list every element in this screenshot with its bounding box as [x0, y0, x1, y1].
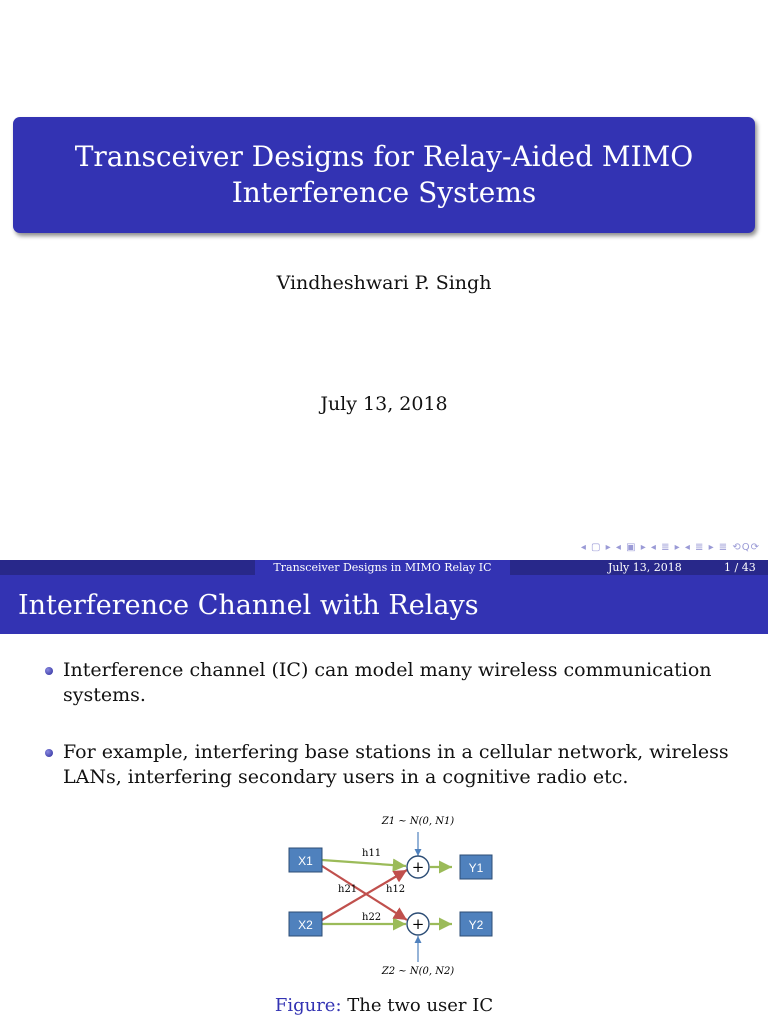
navigation-symbols[interactable]: ◂ ▢ ▸ ◂ ▣ ▸ ◂ ≣ ▸ ◂ ≣ ▸ ≣ ⟲Q⟳ — [580, 542, 760, 553]
author: Vindheshwari P. Singh — [276, 272, 492, 294]
caption-label: Figure: — [274, 995, 342, 1016]
adder-2-symbol: + — [411, 915, 425, 933]
footer-date: July 13, 2018 — [608, 561, 682, 574]
figure-caption — [0, 995, 768, 1016]
noise-label-2: Z2 ~ N(0, N2) — [381, 966, 455, 977]
bullet-1-line-2: systems. — [63, 684, 146, 706]
channel-label-h11: h11 — [362, 848, 382, 859]
node-y1-label: Y1 — [468, 861, 484, 875]
channel-label-h21: h21 — [338, 884, 358, 895]
node-y1 — [460, 855, 492, 879]
title-line-1: Transceiver Designs for Relay-Aided MIMO — [74, 140, 694, 173]
bullet-2-line-1: For example, interfering base stations in a cellular network, wireless — [63, 741, 729, 763]
node-y2-label: Y2 — [468, 918, 484, 932]
frame-title: Interference Channel with Relays — [18, 590, 479, 621]
title-line-2: Interference Systems — [231, 176, 537, 209]
node-x2-label: X2 — [298, 918, 313, 932]
footer-page-number: 1 / 43 — [724, 561, 756, 574]
bullet-text-1 — [63, 658, 733, 708]
node-x2 — [289, 912, 322, 936]
node-y2 — [460, 912, 492, 936]
bullet-icon — [45, 667, 53, 675]
adder-1-symbol: + — [411, 858, 425, 876]
presentation-date: July 13, 2018 — [320, 393, 448, 415]
link-h11 — [322, 860, 406, 866]
footer-short-title: Transceiver Designs in MIMO Relay IC — [255, 560, 510, 575]
bullet-text-2 — [63, 740, 733, 790]
adder-2 — [407, 913, 429, 935]
title-box — [13, 117, 755, 233]
caption-text: The two user IC — [347, 995, 494, 1016]
two-user-ic-diagram — [280, 808, 510, 983]
bullet-2-line-2: LANs, interfering secondary users in a cognitive radio etc. — [63, 766, 629, 788]
bullet-icon — [45, 749, 53, 757]
channel-label-h22: h22 — [362, 912, 382, 923]
node-x1 — [289, 848, 322, 872]
noise-label-1: Z1 ~ N(0, N1) — [381, 816, 455, 827]
channel-label-h12: h12 — [386, 884, 406, 895]
adder-1 — [407, 856, 429, 878]
bullet-1-line-1: Interference channel (IC) can model many wireless communication — [63, 659, 712, 681]
node-x1-label: X1 — [298, 854, 313, 868]
